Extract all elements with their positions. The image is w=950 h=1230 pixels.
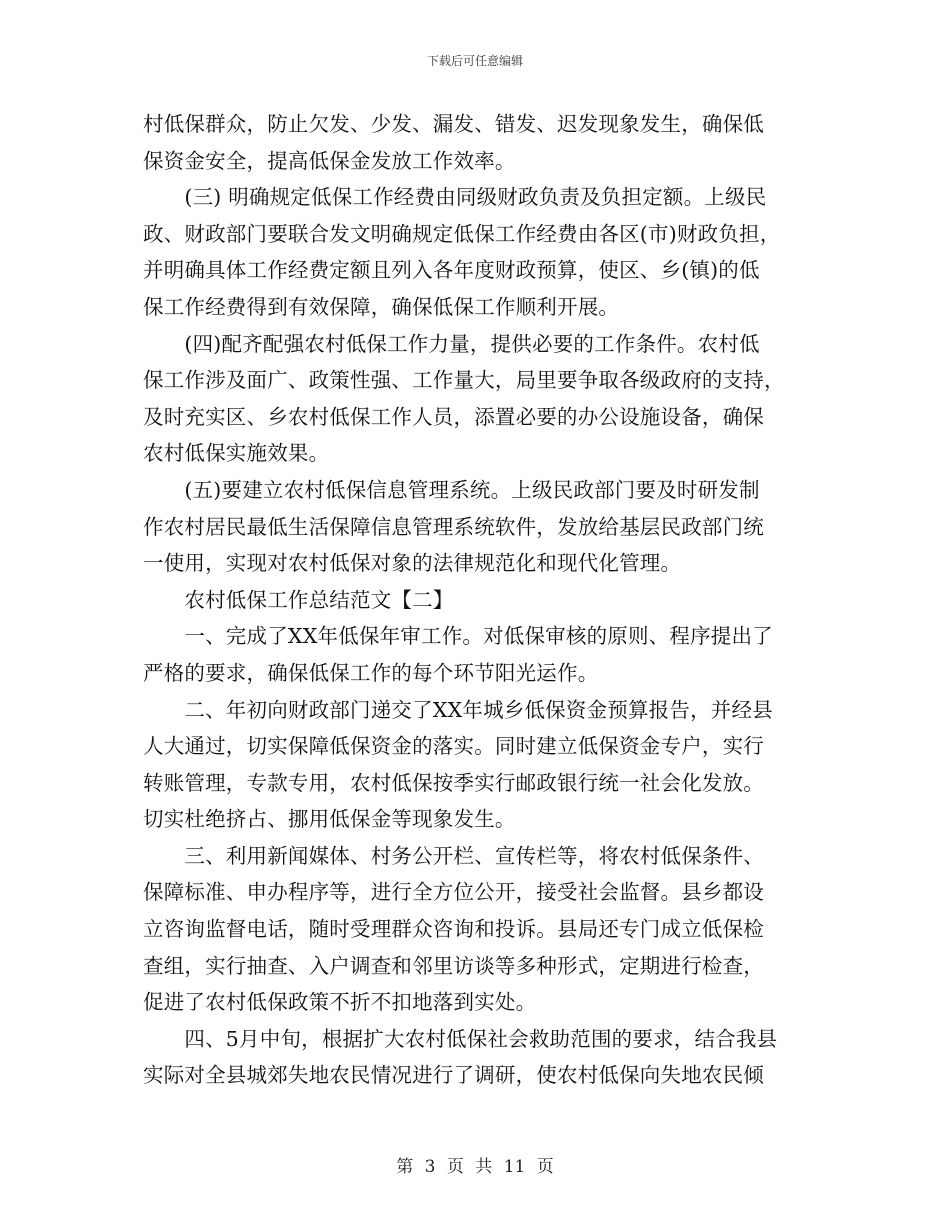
body-line: 人大通过，切实保障低保资金的落实。同时建立低保资金专户，实行	[143, 734, 764, 759]
body-line: 立咨询监督电话，随时受理群众咨询和投诉。县局还专门成立低保检	[143, 917, 764, 942]
page-header: 下载后可任意编辑	[426, 54, 523, 68]
section-heading: 农村低保工作总结范文【二】	[143, 587, 454, 612]
body-line: 转账管理，专款专用，农村低保按季实行邮政银行统一社会化发放。	[143, 770, 764, 795]
body-line: 一使用，实现对农村低保对象的法律规范化和现代化管理。	[143, 551, 682, 576]
body-line: 作农村居民最低生活保障信息管理系统软件，发放给基层民政部门统	[143, 514, 764, 539]
document-body	[143, 106, 807, 1094]
body-line: 村低保群众，防止欠发、少发、漏发、错发、迟发现象发生，确保低	[143, 112, 764, 136]
body-line: 三、利用新闻媒体、村务公开栏、宣传栏等，将农村低保条件、	[143, 843, 764, 868]
body-line: 切实杜绝挤占、挪用低保金等现象发生。	[143, 807, 516, 832]
body-line: 保工作经费得到有效保障，确保低保工作顺利开展。	[143, 294, 620, 319]
body-line: 严格的要求，确保低保工作的每个环节阳光运作。	[143, 660, 599, 685]
body-line: 查组，实行抽查、入户调查和邻里访谈等多种形式，定期进行检查，	[143, 953, 764, 978]
body-line: 一、完成了XX年低保年审工作。对低保审核的原则、程序提出了	[143, 624, 773, 649]
body-line: 保资金安全，提高低保金发放工作效率。	[143, 148, 516, 173]
body-line: 四、5月中旬，根据扩大农村低保社会救助范围的要求，结合我县	[143, 1026, 778, 1051]
body-line: 实际对全县城郊失地农民情况进行了调研，使农村低保向失地农民倾	[143, 1063, 764, 1088]
body-line: (五)要建立农村低保信息管理系统。上级民政部门要及时研发制	[143, 477, 760, 502]
body-line: (三) 明确规定低保工作经费由同级财政负责及负担定额。上级民	[143, 185, 767, 210]
body-line: 政、财政部门要联合发文明确规定低保工作经费由各区(市)财政负担，	[143, 221, 781, 246]
body-line: 二、年初向财政部门递交了XX年城乡低保资金预算报告，并经县	[143, 697, 773, 722]
body-line: (四)配齐配强农村低保工作力量，提供必要的工作条件。农村低	[143, 331, 760, 356]
body-line: 促进了农村低保政策不折不扣地落到实处。	[143, 990, 537, 1015]
body-line: 及时充实区、乡农村低保工作人员，添置必要的办公设施设备，确保	[143, 404, 764, 429]
body-line: 保障标准、申办程序等，进行全方位公开，接受社会监督。县乡都设	[143, 880, 764, 905]
body-line: 保工作涉及面广、政策性强、工作量大，局里要争取各级政府的支持，	[143, 368, 785, 393]
page-number-footer: 第 3 页 共 11 页	[396, 1157, 554, 1177]
body-line: 农村低保实施效果。	[143, 441, 330, 466]
body-line: 并明确具体工作经费定额且列入各年度财政预算，使区、乡(镇)的低	[143, 258, 760, 283]
